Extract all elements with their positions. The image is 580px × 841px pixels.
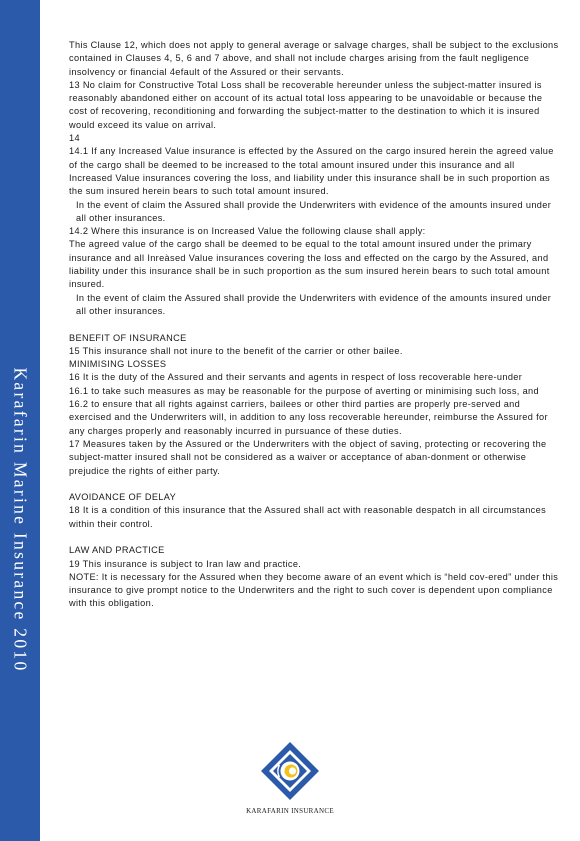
paragraph-clause-16-2: 16.2 to ensure that all rights against carriers, bailees or other third parties are properly pre-served and exercised and the Underwriters will, in addition to any loss recoverable hereunder, reimburse the Assured for any charges properly and reasonably incurred in pursuance of these duties. xyxy=(69,399,548,436)
paragraph-clause-17: 17 Measures taken by the Assured or the Underwriters with the object of saving, protecting or recovering the subject-matter insured shall not be considered as a waiver or acceptance of aban-donment or otherwise prejudice the rights of either party. xyxy=(69,438,547,476)
spacer xyxy=(69,531,559,544)
document-body xyxy=(69,39,559,611)
paragraph-note: NOTE: It is necessary for the Assured when they become aware of an event which is “held cov-ered” under this insurance to give prompt notice to the Underwriters and the right to such cover is dependent upon compliance with this obligation. xyxy=(69,571,559,609)
karafarin-logo-icon xyxy=(260,741,320,801)
heading-law-and-practice: LAW AND PRACTICE xyxy=(69,545,165,556)
spacer xyxy=(69,318,559,331)
heading-avoidance-of-delay: AVOIDANCE OF DELAY xyxy=(69,492,177,503)
paragraph-clause-19: 19 This insurance is subject to Iran law and practice. xyxy=(69,558,302,569)
heading-minimising-losses: MINIMISING LOSSES xyxy=(69,359,167,370)
paragraph-clause-15: 15 This insurance shall not inure to the benefit of the carrier or other bailee. xyxy=(69,345,403,356)
paragraph-clause-14-1-claim: In the event of claim the Assured shall provide the Underwriters with evidence of the amounts insured under all other insurances. xyxy=(76,199,552,223)
paragraph-clause-12-note: This Clause 12, which does not apply to general average or salvage charges, shall be subject to the exclusions contained in Clauses 4, 5, 6 and 7 above, and shall not include charges arising from the fault negligence insolvency or financial 4efault of the Assured or their servants. xyxy=(69,40,559,77)
paragraph-clause-14-2: 14.2 Where this insurance is on Increased Value the following clause shall apply: xyxy=(69,226,426,237)
spacer xyxy=(69,478,559,491)
paragraph-clause-14-1: 14.1 If any Increased Value insurance is effected by the Assured on the cargo insured herein the agreed value of the cargo shall be deemed to be increased to the total amount insured under this insurance and all Increased Value insurances covering the loss, and liability under this insurance shall be in such proportion as the sum insured herein bears to such total amount insured. xyxy=(69,146,554,197)
paragraph-clause-16: 16 It is the duty of the Assured and their servants and agents in respect of loss recoverable here-under xyxy=(69,372,523,383)
paragraph-clause-18: 18 It is a condition of this insurance that the Assured shall act with reasonable despatch in all circumstances within their control. xyxy=(69,505,547,529)
paragraph-clause-14: 14 xyxy=(69,133,80,144)
paragraph-clause-16-1: 16.1 to take such measures as may be reasonable for the purpose of averting or minimising such loss, and xyxy=(69,385,539,396)
paragraph-clause-14-2-value: The agreed value of the cargo shall be deemed to be equal to the total amount insured under the primary insurance and all Inreàsed Value insurances covering the loss and effected on the cargo by the Assured, and liability under this insurance shall be in such proportion as the sum insured herein bears to such total amount insured. xyxy=(69,239,550,290)
paragraph-clause-13: 13 No claim for Constructive Total Loss shall be recoverable hereunder unless the subject-matter insured is reasonably abandoned either on account of its actual total loss appearing to be unavoidable or because the cost of recovering, reconditioning and forwarding the subject-matter to the destination to which it is insured would exceed its value on arrival. xyxy=(69,79,543,130)
heading-benefit-of-insurance: BENEFIT OF INSURANCE xyxy=(69,332,187,343)
logo-text: KARAFARIN INSURANCE xyxy=(246,807,334,815)
company-logo xyxy=(240,741,340,815)
paragraph-clause-14-2-claim: In the event of claim the Assured shall provide the Underwriters with evidence of the amounts insured under all other insurances. xyxy=(76,292,552,316)
sidebar-title: Karafarin Marine Insurance 2010 xyxy=(10,367,31,673)
sidebar xyxy=(0,0,40,841)
